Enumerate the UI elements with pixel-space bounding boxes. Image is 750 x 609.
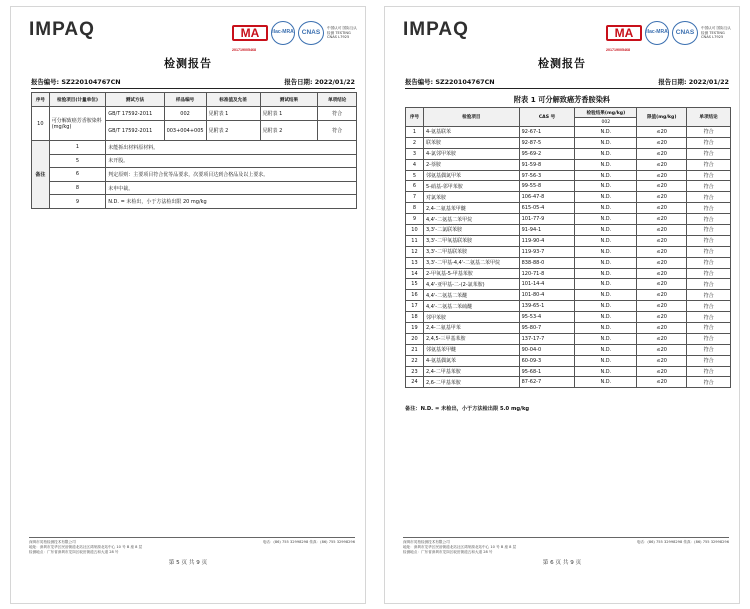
cell-cas: 615-05-4 <box>519 203 575 214</box>
table-row <box>406 344 731 355</box>
col-header: 限值(mg/kg) <box>637 108 687 127</box>
table-row <box>406 159 731 170</box>
remark: 备注：N.D. = 未检出，小于方法检出限 5.0 mg/kg <box>405 406 530 412</box>
table-row <box>406 170 731 181</box>
sample-no: 003+004+005 <box>164 121 206 141</box>
cell-cas: 95-69-2 <box>519 148 575 159</box>
cnas-caption: 中国认可 国际互认 检测 TESTING CNAS L7925 <box>327 26 357 40</box>
cell-conclusion: 符合 <box>687 268 731 279</box>
cell-name: 2,6-二甲基苯胺 <box>423 377 519 388</box>
cell-no: 23 <box>406 366 424 377</box>
impaq-logo: IMPAQ <box>403 19 469 40</box>
method: GB/T 17592-2011 <box>106 107 164 121</box>
col-header: 标准值及允差 <box>206 93 260 107</box>
table-row <box>406 312 731 323</box>
cell-no: 15 <box>406 279 424 290</box>
result: 见附表 1 <box>260 107 318 121</box>
table-row <box>406 192 731 203</box>
cell-name: 邻甲苯胺 <box>423 312 519 323</box>
cell-result: N.D. <box>575 137 637 148</box>
cell-cas: 101-77-9 <box>519 214 575 225</box>
cell-conclusion: 符合 <box>687 170 731 181</box>
cell-result: N.D. <box>575 235 637 246</box>
table-row <box>406 366 731 377</box>
cell-name: 对氯苯胺 <box>423 192 519 203</box>
cell-no: 6 <box>406 181 424 192</box>
table-row <box>406 203 731 214</box>
accreditation-marks <box>606 21 731 52</box>
cell-no: 24 <box>406 377 424 388</box>
note-text: N.D. = 未检出，小于方法检出限 20 mg/kg <box>106 195 357 209</box>
cell-no: 2 <box>406 137 424 148</box>
cell-no: 22 <box>406 355 424 366</box>
cell-conclusion: 符合 <box>687 279 731 290</box>
cell-name: 2,4-二氨基甲苯 <box>423 323 519 334</box>
cell-cas: 92-87-5 <box>519 137 575 148</box>
cell-name: 3,3'-二甲基-4,4'-二氨基二苯甲烷 <box>423 257 519 268</box>
cell-conclusion: 符合 <box>687 344 731 355</box>
cell-name: 5-硝基-邻甲苯胺 <box>423 181 519 192</box>
page-footer <box>29 537 355 555</box>
cell-no: 1 <box>406 127 424 138</box>
cell-cas: 106-47-8 <box>519 192 575 203</box>
cnas-caption: 中国认可 国际互认 检测 TESTING CNAS L7925 <box>701 26 731 40</box>
cell-conclusion: 符合 <box>687 377 731 388</box>
cell-conclusion: 符合 <box>687 312 731 323</box>
cell-result: N.D. <box>575 301 637 312</box>
cell-no: 13 <box>406 257 424 268</box>
method: GB/T 17592-2011 <box>106 121 164 141</box>
cell-conclusion: 符合 <box>687 137 731 148</box>
cell-name: 2,4-二氨基苯甲醚 <box>423 203 519 214</box>
cell-result: N.D. <box>575 377 637 388</box>
cell-name: 4-氨基联苯 <box>423 127 519 138</box>
cell-cas: 95-80-7 <box>519 323 575 334</box>
cell-result: N.D. <box>575 192 637 203</box>
cell-cas: 101-80-4 <box>519 290 575 301</box>
cell-no: 19 <box>406 323 424 334</box>
cell-conclusion: 符合 <box>687 323 731 334</box>
report-no: SZ220104767CN <box>435 78 495 86</box>
cell-result: N.D. <box>575 323 637 334</box>
cell-limit: ≤20 <box>637 257 687 268</box>
cell-limit: ≤20 <box>637 246 687 257</box>
cell-cas: 91-94-1 <box>519 225 575 236</box>
cell-limit: ≤20 <box>637 159 687 170</box>
annex-title: 附表 1 可分解致癌芳香胺染料 <box>513 95 611 104</box>
cma-label: MA <box>614 26 634 40</box>
cell-name: 2-甲氧基-5-甲基苯胺 <box>423 268 519 279</box>
cell-no: 18 <box>406 312 424 323</box>
col-header: 检验项目(计量单位) <box>49 93 106 107</box>
cell-result: N.D. <box>575 159 637 170</box>
conclusion: 符合 <box>318 121 357 141</box>
cell-no: 4 <box>406 159 424 170</box>
sample-no-header: 002 <box>575 118 637 127</box>
cell-no: 17 <box>406 301 424 312</box>
cell-name: 2-萘胺 <box>423 159 519 170</box>
cell-limit: ≤20 <box>637 333 687 344</box>
cell-cas: 119-93-7 <box>519 246 575 257</box>
cell-limit: ≤20 <box>637 366 687 377</box>
page-number: 第 5 页 共 9 页 <box>168 560 208 566</box>
cell-result: N.D. <box>575 127 637 138</box>
cell-conclusion: 符合 <box>687 148 731 159</box>
cell-conclusion: 符合 <box>687 181 731 192</box>
footer-test-site: 检测地点：广东省深圳市龙岗区坂田街道五和大道 28 号 <box>29 550 119 554</box>
cell-no: 20 <box>406 333 424 344</box>
cell-no: 8 <box>406 203 424 214</box>
cell-name: 4-氯邻甲苯胺 <box>423 148 519 159</box>
cell-no: 12 <box>406 246 424 257</box>
cell-no: 11 <box>406 235 424 246</box>
cell-limit: ≤20 <box>637 290 687 301</box>
cell-cas: 95-53-4 <box>519 312 575 323</box>
cell-cas: 119-90-4 <box>519 235 575 246</box>
cell-limit: ≤20 <box>637 214 687 225</box>
cell-limit: ≤20 <box>637 181 687 192</box>
cell-limit: ≤20 <box>637 323 687 334</box>
footer-contact: 电话：(86) 755 32998298 传真：(86) 755 32998296 <box>262 540 355 544</box>
table-row <box>406 127 731 138</box>
report-page-6 <box>384 6 740 604</box>
cell-limit: ≤20 <box>637 279 687 290</box>
col-header: 样品编号 <box>164 93 206 107</box>
footer-address: 地址：深圳市龙华区民治街道北站社区鸿荣源北站中心 10 号 B 座 8 层 <box>403 545 517 549</box>
cell-cas: 90-04-0 <box>519 344 575 355</box>
cell-limit: ≤20 <box>637 127 687 138</box>
cell-result: N.D. <box>575 246 637 257</box>
col-header: 序号 <box>32 93 50 107</box>
cell-limit: ≤20 <box>637 301 687 312</box>
note-row <box>32 154 357 168</box>
note-no: 8 <box>49 181 106 195</box>
cell-limit: ≤20 <box>637 377 687 388</box>
note-row <box>32 168 357 182</box>
table-row <box>406 323 731 334</box>
col-header: 单项结论 <box>318 93 357 107</box>
cell-cas: 101-14-4 <box>519 279 575 290</box>
cell-limit: ≤20 <box>637 312 687 323</box>
note-row <box>32 195 357 209</box>
table-row <box>406 148 731 159</box>
cell-result: N.D. <box>575 225 637 236</box>
cell-conclusion: 符合 <box>687 192 731 203</box>
cell-conclusion: 符合 <box>687 159 731 170</box>
cell-name: 邻氨基偶氮甲苯 <box>423 170 519 181</box>
table-row <box>406 279 731 290</box>
cell-no: 10 <box>406 225 424 236</box>
cell-cas: 87-62-7 <box>519 377 575 388</box>
cell-limit: ≤20 <box>637 192 687 203</box>
cell-name: 2,4,5-三甲基苯胺 <box>423 333 519 344</box>
cell-no: 16 <box>406 290 424 301</box>
cma-number: 201719005468 <box>232 48 256 52</box>
table-row <box>406 257 731 268</box>
amine-table-body <box>406 127 731 388</box>
col-header: 检验项目 <box>423 108 519 127</box>
footer-contact: 电话：(86) 755 32998298 传真：(86) 755 32998296 <box>636 540 729 544</box>
page-footer <box>403 537 729 555</box>
note-no: 1 <box>49 141 106 155</box>
cell-name: 2,4-二甲基苯胺 <box>423 366 519 377</box>
col-header: 单项结论 <box>687 108 731 127</box>
cell-conclusion: 符合 <box>687 246 731 257</box>
test-results-table <box>31 92 357 209</box>
note-row <box>32 141 357 155</box>
table-row <box>406 268 731 279</box>
cma-mark-icon <box>232 25 268 52</box>
col-header: CAS 号 <box>519 108 575 127</box>
report-date: 2022/01/22 <box>688 78 729 86</box>
cell-conclusion: 符合 <box>687 366 731 377</box>
cell-result: N.D. <box>575 170 637 181</box>
table-row <box>406 235 731 246</box>
report-page-5 <box>10 6 366 604</box>
cell-limit: ≤20 <box>637 137 687 148</box>
cell-result: N.D. <box>575 344 637 355</box>
cell-cas: 120-71-8 <box>519 268 575 279</box>
note-no: 5 <box>49 154 106 168</box>
item-no: 10 <box>32 107 50 141</box>
cell-conclusion: 符合 <box>687 355 731 366</box>
note-text: 未申中裁。 <box>106 181 357 195</box>
cell-conclusion: 符合 <box>687 214 731 225</box>
limit: 见附表 2 <box>206 121 260 141</box>
cell-no: 7 <box>406 192 424 203</box>
cell-result: N.D. <box>575 268 637 279</box>
footer-address: 地址：深圳市龙华区民治街道北站社区鸿荣源北站中心 10 号 B 座 8 层 <box>29 545 143 549</box>
cell-cas: 91-59-8 <box>519 159 575 170</box>
cell-limit: ≤20 <box>637 225 687 236</box>
accreditation-marks <box>232 21 357 52</box>
report-no: SZ220104767CN <box>61 78 121 86</box>
report-date-label: 报告日期: <box>284 78 313 86</box>
report-no-label: 报告编号: <box>31 78 60 86</box>
footer-test-site: 检测地点：广东省深圳市龙岗区坂田街道五和大道 28 号 <box>403 550 493 554</box>
table-row <box>406 333 731 344</box>
cell-no: 9 <box>406 214 424 225</box>
cell-cas: 137-17-7 <box>519 333 575 344</box>
cell-name: 3,3'-二甲氧基联苯胺 <box>423 235 519 246</box>
cell-limit: ≤20 <box>637 170 687 181</box>
cell-conclusion: 符合 <box>687 301 731 312</box>
report-info-row <box>31 77 355 89</box>
cell-name: 联苯胺 <box>423 137 519 148</box>
note-no: 9 <box>49 195 106 209</box>
page-number: 第 6 页 共 9 页 <box>542 560 582 566</box>
cell-limit: ≤20 <box>637 235 687 246</box>
cell-conclusion: 符合 <box>687 257 731 268</box>
note-text: 未能拆出材料原材料。 <box>106 141 357 155</box>
cell-cas: 139-65-1 <box>519 301 575 312</box>
table-row <box>406 181 731 192</box>
cell-conclusion: 符合 <box>687 290 731 301</box>
notes-label: 备注 <box>32 141 50 209</box>
conclusion: 符合 <box>318 107 357 121</box>
cma-number: 201719005468 <box>606 48 630 52</box>
note-row <box>32 181 357 195</box>
table-row <box>32 107 357 121</box>
table-row <box>406 355 731 366</box>
sample-no: 002 <box>164 107 206 121</box>
table-row <box>406 301 731 312</box>
note-text: 未开股。 <box>106 154 357 168</box>
cell-result: N.D. <box>575 290 637 301</box>
cell-name: 4-氨基偶氮苯 <box>423 355 519 366</box>
cell-limit: ≤20 <box>637 203 687 214</box>
cell-limit: ≤20 <box>637 268 687 279</box>
result: 见附表 2 <box>260 121 318 141</box>
footer-company: 深圳市英柏检测技术有限公司 <box>403 540 450 544</box>
cell-result: N.D. <box>575 214 637 225</box>
col-header: 测试结果 <box>260 93 318 107</box>
cell-conclusion: 符合 <box>687 127 731 138</box>
limit: 见附表 1 <box>206 107 260 121</box>
cell-result: N.D. <box>575 333 637 344</box>
cell-name: 邻氨基苯甲醚 <box>423 344 519 355</box>
report-info-row <box>405 77 729 89</box>
col-header: 检验结果(mg/kg) <box>575 108 637 118</box>
note-no: 6 <box>49 168 106 182</box>
ilac-mra-icon: ilac-MRA <box>271 21 295 45</box>
cell-result: N.D. <box>575 257 637 268</box>
cell-name: 4,4'-二氨基二苯硫醚 <box>423 301 519 312</box>
report-date-label: 报告日期: <box>658 78 687 86</box>
cell-cas: 92-67-1 <box>519 127 575 138</box>
cell-cas: 60-09-3 <box>519 355 575 366</box>
cell-conclusion: 符合 <box>687 225 731 236</box>
col-header: 测试方法 <box>106 93 164 107</box>
cell-no: 3 <box>406 148 424 159</box>
note-text: 判定原则：主要项目符合优等品要求，次要项目达到合格品及以上要求。 <box>106 168 357 182</box>
impaq-logo: IMPAQ <box>29 19 95 40</box>
cell-name: 4,4'-二氨基二苯醚 <box>423 290 519 301</box>
cell-name: 4,4'-二氨基二苯甲烷 <box>423 214 519 225</box>
page-title: 检测报告 <box>164 57 212 70</box>
cell-cas: 95-68-1 <box>519 366 575 377</box>
table-row <box>406 377 731 388</box>
cell-no: 14 <box>406 268 424 279</box>
cell-result: N.D. <box>575 148 637 159</box>
item-name: 可分解致癌芳香胺染料(mg/kg) <box>49 107 106 141</box>
cell-result: N.D. <box>575 312 637 323</box>
cell-no: 5 <box>406 170 424 181</box>
table-row <box>406 137 731 148</box>
cell-result: N.D. <box>575 279 637 290</box>
table-header-row <box>32 93 357 107</box>
ilac-mra-icon: ilac-MRA <box>645 21 669 45</box>
cell-result: N.D. <box>575 355 637 366</box>
cell-conclusion: 符合 <box>687 203 731 214</box>
cell-conclusion: 符合 <box>687 235 731 246</box>
cell-limit: ≤20 <box>637 355 687 366</box>
report-date: 2022/01/22 <box>314 78 355 86</box>
table-row <box>406 246 731 257</box>
cnas-icon: CNAS <box>298 21 324 45</box>
table-row <box>406 290 731 301</box>
cell-limit: ≤20 <box>637 344 687 355</box>
cell-cas: 97-56-3 <box>519 170 575 181</box>
cma-label: MA <box>240 26 260 40</box>
cell-result: N.D. <box>575 203 637 214</box>
cell-name: 3,3'-二甲基联苯胺 <box>423 246 519 257</box>
footer-company: 深圳市英柏检测技术有限公司 <box>29 540 76 544</box>
cell-name: 3,3'-二氯联苯胺 <box>423 225 519 236</box>
cell-cas: 99-55-8 <box>519 181 575 192</box>
cell-result: N.D. <box>575 181 637 192</box>
table-row <box>406 214 731 225</box>
table-header-row <box>406 108 731 118</box>
cell-cas: 838-88-0 <box>519 257 575 268</box>
cma-mark-icon <box>606 25 642 52</box>
table-row <box>406 225 731 236</box>
cell-result: N.D. <box>575 366 637 377</box>
report-no-label: 报告编号: <box>405 78 434 86</box>
cell-conclusion: 符合 <box>687 333 731 344</box>
page-title: 检测报告 <box>538 57 586 70</box>
amine-results-table <box>405 107 731 388</box>
cnas-icon: CNAS <box>672 21 698 45</box>
cell-name: 4,4'-亚甲基-二-(2-氯苯胺) <box>423 279 519 290</box>
cell-limit: ≤20 <box>637 148 687 159</box>
cell-no: 21 <box>406 344 424 355</box>
col-header: 序号 <box>406 108 424 127</box>
